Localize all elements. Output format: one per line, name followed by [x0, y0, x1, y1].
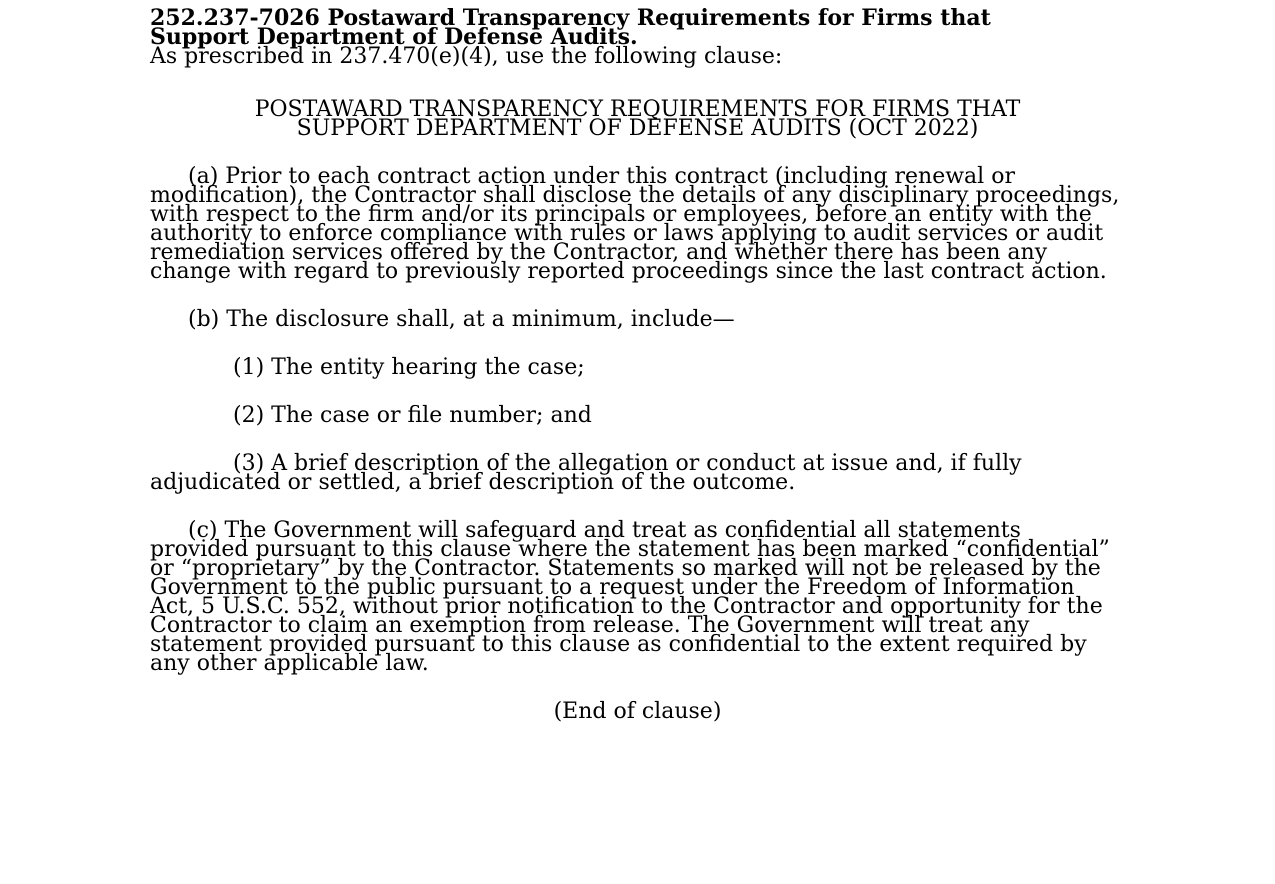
paragraph-a: (a) Prior to each contract action under this contract (including renewal or modification), the Contractor shall disclose the details of any disciplinary proceedings, with respect to the firm and/or its principals or employees, before an entity with the authority to enforce compliance with rules or laws applying to audit services or audit remediation services offered by the Contractor, and whether there has been any change with regard to previously reported proceedings since the last contract action.: [150, 164, 1120, 284]
clause-title-line-2: SUPPORT DEPARTMENT OF DEFENSE AUDITS (OCT 2022): [296, 116, 979, 141]
section-heading-line-2: Support Department of Defense Audits.: [150, 24, 638, 50]
end-of-clause: (End of clause): [553, 699, 722, 724]
clause-title-line-1: POSTAWARD TRANSPARENCY REQUIREMENTS FOR FIRMS THAT: [254, 97, 1021, 122]
paragraph-c: (c) The Government will safeguard and treat as confidential all statements provided pursuant to this clause where the statement has been marked “confidential” or “proprietary” by the Contractor. Statements so marked will not be released by the Government to the public pursuant to a request under the Freedom of Information Act, 5 U.S.C. 552, without prior notification to the Contractor and opportunity for the Contractor to claim an exemption from release. The Government will treat any statement provided pursuant to this clause as confidential to the extent required by any other applicable law.: [150, 518, 1110, 676]
paragraph-b: (b) The disclosure shall, at a minimum, include—: [188, 307, 735, 332]
paragraph-b-3: (3) A brief description of the allegation or conduct at issue and, if fully adjudicated or settled, a brief description of the outcome.: [150, 451, 1022, 495]
paragraph-b-2: (2) The case or file number; and: [233, 403, 592, 428]
intro-text: As prescribed in 237.470(e)(4), use the following clause:: [150, 44, 783, 69]
section-heading-line-1: 252.237-7026 Postaward Transparency Requirements for Firms that: [150, 5, 991, 31]
clause-title: [150, 97, 1125, 141]
section-heading: [150, 5, 1125, 50]
paragraph-b-1: (1) The entity hearing the case;: [233, 355, 585, 380]
document: [150, 5, 1125, 724]
